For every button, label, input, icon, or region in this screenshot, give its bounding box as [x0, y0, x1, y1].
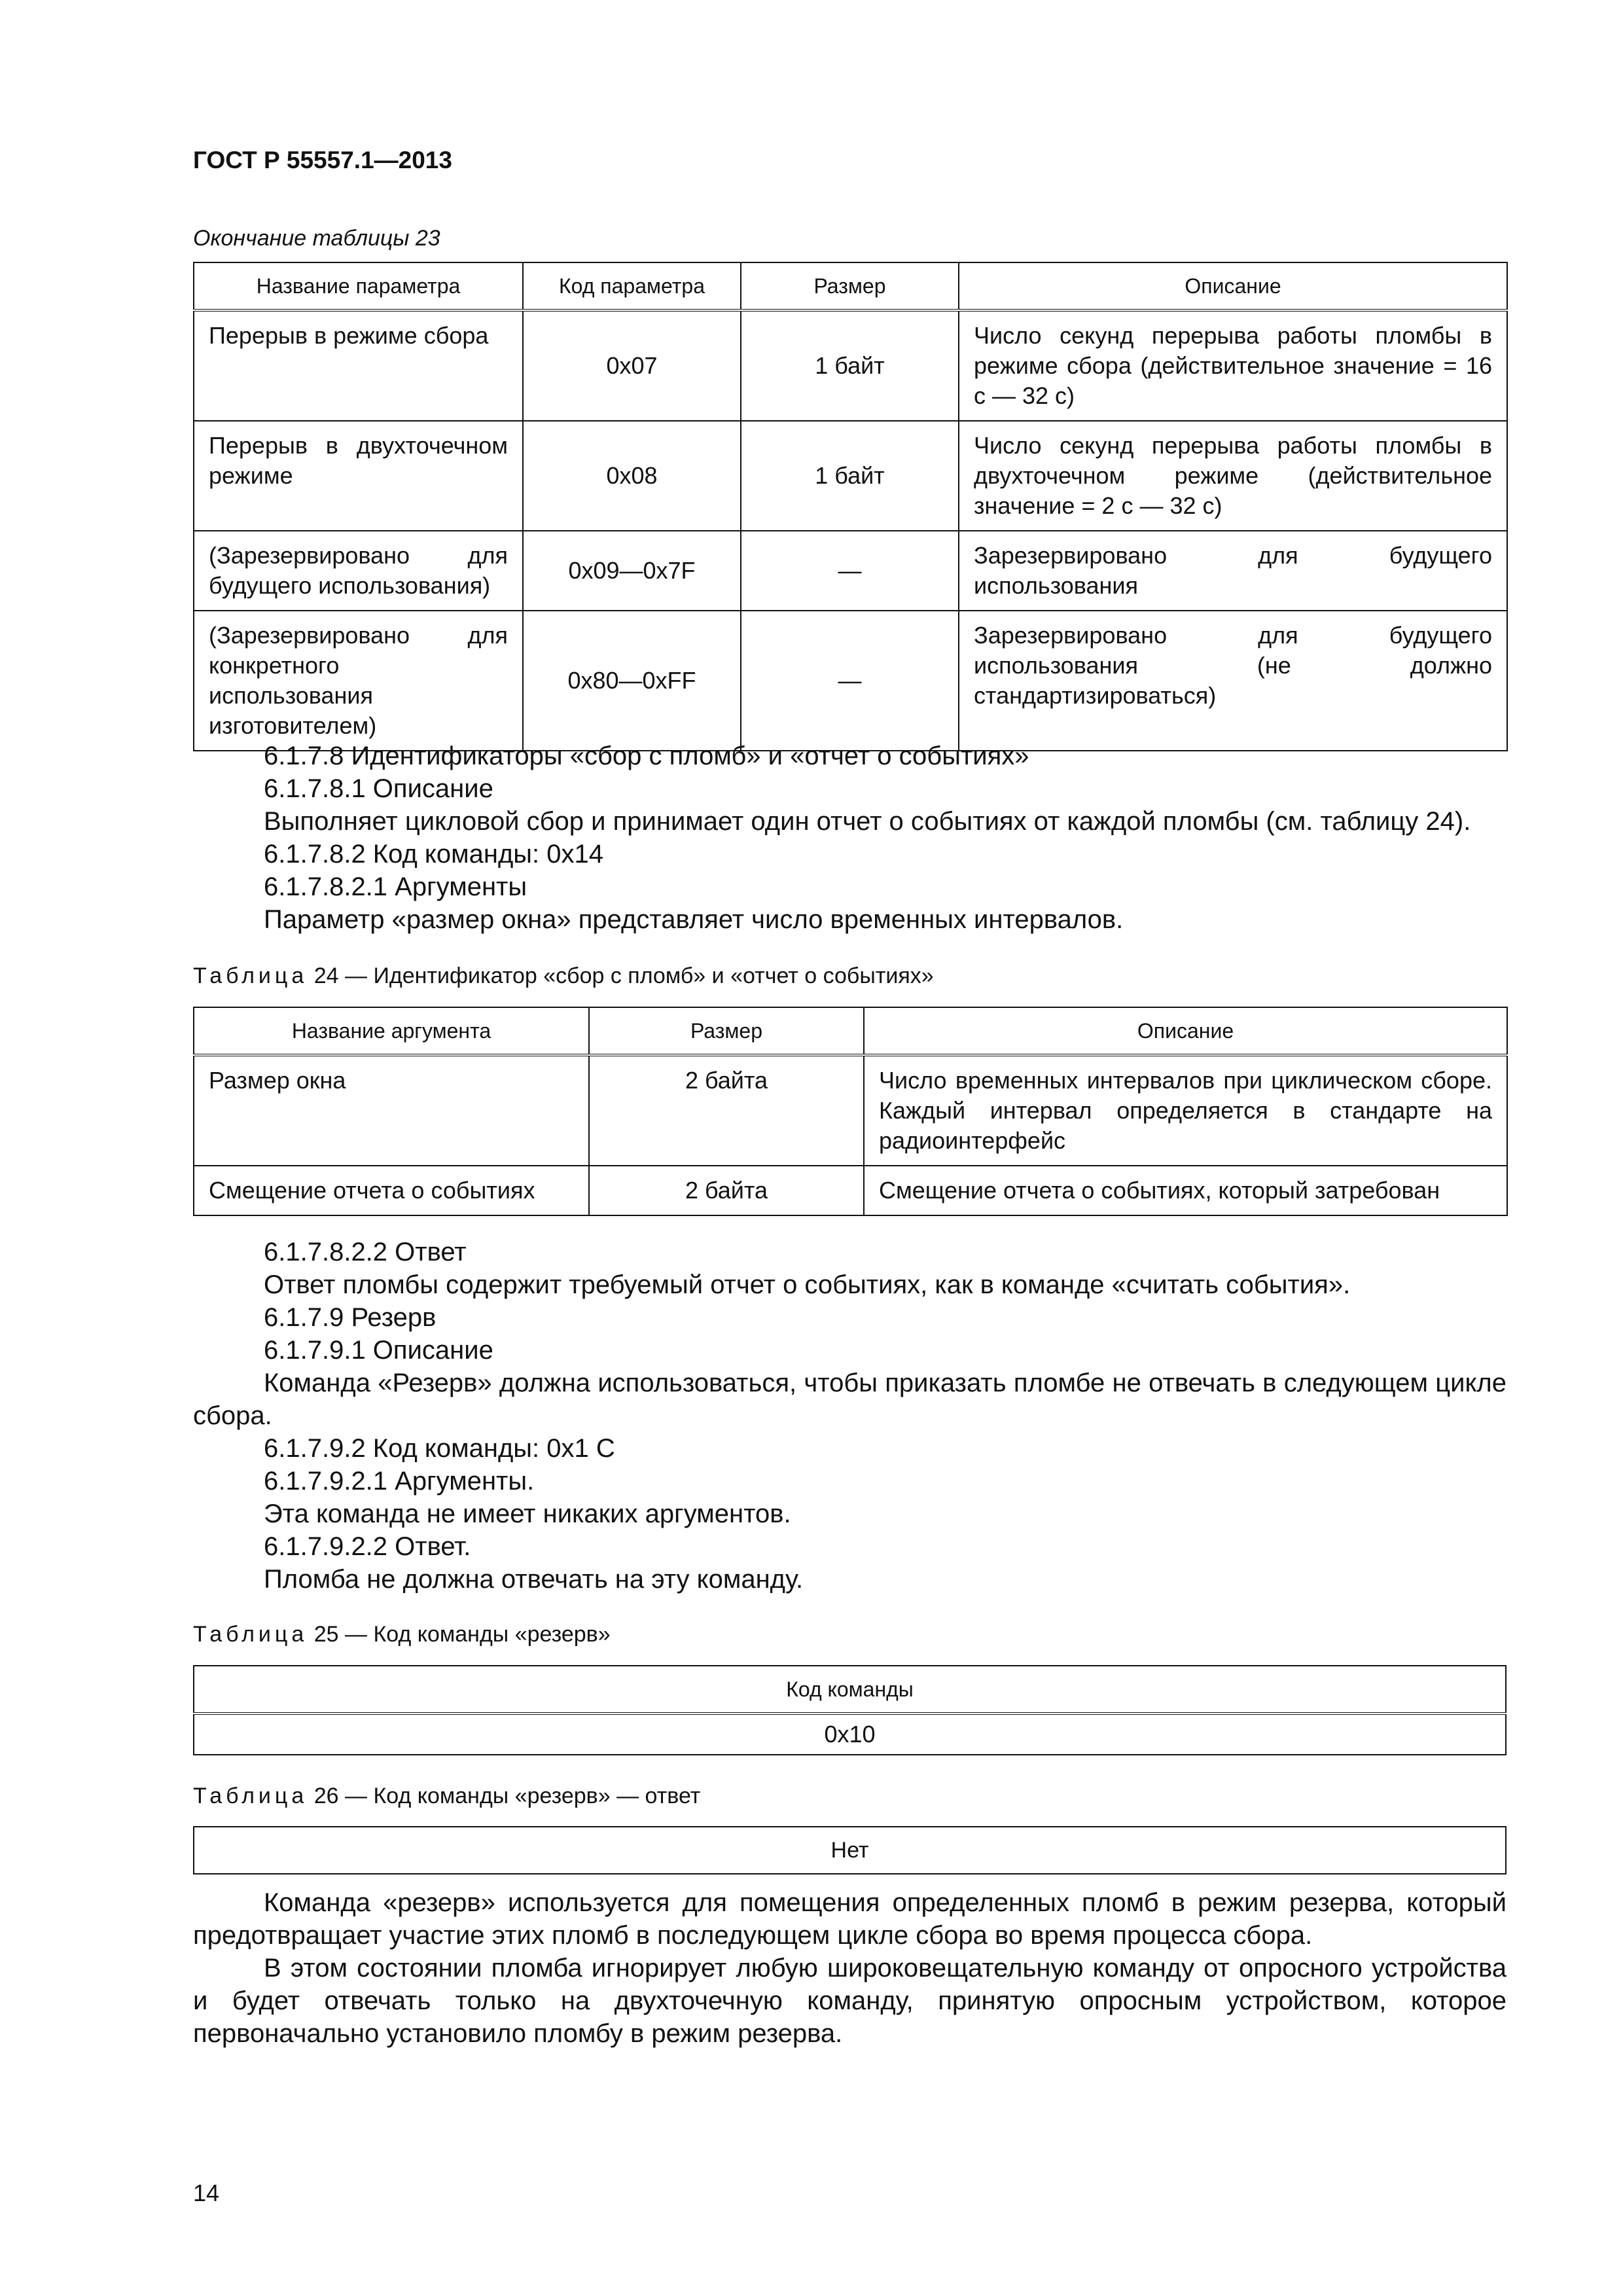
- table-caption-label: Таблица: [193, 963, 308, 988]
- table-row: [194, 421, 1507, 531]
- table-cell: 0x07: [523, 310, 741, 421]
- table-cell: 0x80—0xFF: [523, 611, 741, 751]
- table-row: [194, 1166, 1507, 1215]
- document-header: ГОСТ Р 55557.1—2013: [193, 147, 452, 173]
- table-cell: Число секунд перерыва работы пломбы в двухточечном режиме (действительное значение = 2 с — 32 с): [959, 421, 1507, 531]
- table-row: [194, 1827, 1506, 1874]
- body-text: В этом состоянии пломба игнорирует любую широковещательную команду от опросного устройства и будет отвечать только на двухточечную команду, принятую опросным устройством, которое первоначально установило пломбу в режим резерва.: [193, 1954, 1507, 2048]
- table-cell: 2 байта: [589, 1055, 864, 1166]
- table-24-header: Название аргумента: [194, 1007, 589, 1055]
- table-cell: Смещение отчета о событиях: [194, 1166, 589, 1215]
- body-text: Команда «резерв» используется для помещения определенных пломб в режим резерва, который предотвращает участие этих пломб в последующем цикле сбора во время процесса сбора.: [193, 1888, 1507, 1950]
- table-cell: Число временных интервалов при циклическом сборе. Каждый интервал определяется в стандарте на радиоинтерфейс: [864, 1055, 1507, 1166]
- clause-heading: 6.1.7.9.2 Код команды: 0x1 C: [264, 1434, 615, 1463]
- page-number: 14: [193, 2179, 220, 2206]
- table-cell: 0x08: [523, 421, 741, 531]
- table-caption-label: Таблица: [193, 1622, 308, 1647]
- clause-heading: 6.1.7.9.1 Описание: [264, 1336, 493, 1365]
- clause-heading: 6.1.7.8.2 Код команды: 0x14: [264, 840, 604, 869]
- section-6-1-7-8: [193, 740, 1507, 936]
- table-cell: 2 байта: [589, 1166, 864, 1215]
- table-row: [194, 531, 1507, 611]
- section-6-1-7-9: [193, 1236, 1507, 1596]
- body-text: Команда «Резерв» должна использоваться, чтобы приказать пломбе не отвечать в следующем цикле сбора.: [193, 1369, 1507, 1430]
- body-text: Параметр «размер окна» представляет число временных интервалов.: [264, 905, 1124, 934]
- table-23: [193, 262, 1508, 751]
- table-row: [194, 1055, 1507, 1166]
- table-row: [194, 611, 1507, 751]
- closing-paragraphs: [193, 1886, 1507, 2050]
- table-cell: (Зарезервировано для конкретного использования изготовителем): [194, 611, 523, 751]
- table-caption-text: 26 — Код команды «резерв» — ответ: [313, 1784, 701, 1808]
- table-cell: Перерыв в двухточечном режиме: [194, 421, 523, 531]
- table-23-header: Код параметра: [523, 262, 741, 310]
- table-cell: Зарезервировано для будущего использования: [959, 531, 1507, 611]
- table-cell: Нет: [194, 1827, 1506, 1874]
- table-25-caption: [193, 1622, 611, 1647]
- table-cell: 1 байт: [741, 310, 959, 421]
- table-cell: Перерыв в режиме сбора: [194, 310, 523, 421]
- clause-heading: 6.1.7.8.2.2 Ответ: [264, 1238, 467, 1266]
- table-caption-label: Таблица: [193, 1784, 308, 1808]
- table-25-header: Код команды: [194, 1666, 1506, 1713]
- table-cell: (Зарезервировано для будущего использования): [194, 531, 523, 611]
- clause-heading: 6.1.7.9 Резерв: [264, 1303, 437, 1332]
- body-text: Эта команда не имеет никаких аргументов.: [264, 1499, 791, 1528]
- table-26: [193, 1826, 1507, 1874]
- table-cell: 1 байт: [741, 421, 959, 531]
- table-cell: 0x10: [194, 1713, 1506, 1755]
- table-23-header: Размер: [741, 262, 959, 310]
- table-cell: Смещение отчета о событиях, который затребован: [864, 1166, 1507, 1215]
- table-caption-text: 25 — Код команды «резерв»: [313, 1622, 611, 1647]
- table-24-header: Размер: [589, 1007, 864, 1055]
- table-cell: Зарезервировано для будущего использования (не должно стандартизироваться): [959, 611, 1507, 751]
- clause-heading: 6.1.7.8.1 Описание: [264, 774, 493, 803]
- body-text: Ответ пломбы содержит требуемый отчет о событиях, как в команде «считать события».: [264, 1270, 1351, 1299]
- table-cell: 0x09—0x7F: [523, 531, 741, 611]
- table-25: [193, 1665, 1507, 1755]
- clause-heading: 6.1.7.9.2.2 Ответ.: [264, 1532, 471, 1561]
- table-24: [193, 1007, 1508, 1216]
- table-caption-text: 24 — Идентификатор «сбор с пломб» и «отчет о событиях»: [313, 963, 934, 988]
- table-cell: Число секунд перерыва работы пломбы в режиме сбора (действительное значение = 16 с — 32 с): [959, 310, 1507, 421]
- table-23-header: Описание: [959, 262, 1507, 310]
- table-row: [194, 310, 1507, 421]
- table-23-caption: Окончание таблицы 23: [193, 226, 440, 251]
- table-cell: Размер окна: [194, 1055, 589, 1166]
- table-23-header: Название параметра: [194, 262, 523, 310]
- body-text: Пломба не должна отвечать на эту команду.: [264, 1565, 804, 1594]
- table-24-caption: [193, 963, 934, 989]
- table-26-caption: [193, 1784, 700, 1809]
- clause-heading: 6.1.7.8.2.1 Аргументы: [264, 872, 527, 901]
- clause-heading: 6.1.7.8 Идентификаторы «сбор с пломб» и «отчет о событиях»: [264, 742, 1029, 770]
- body-text: Выполняет цикловой сбор и принимает один отчет о событиях от каждой пломбы (см. таблицу 24).: [264, 807, 1471, 836]
- table-cell: —: [741, 531, 959, 611]
- table-row: [194, 1713, 1506, 1755]
- table-cell: —: [741, 611, 959, 751]
- table-24-header: Описание: [864, 1007, 1507, 1055]
- clause-heading: 6.1.7.9.2.1 Аргументы.: [264, 1467, 535, 1496]
